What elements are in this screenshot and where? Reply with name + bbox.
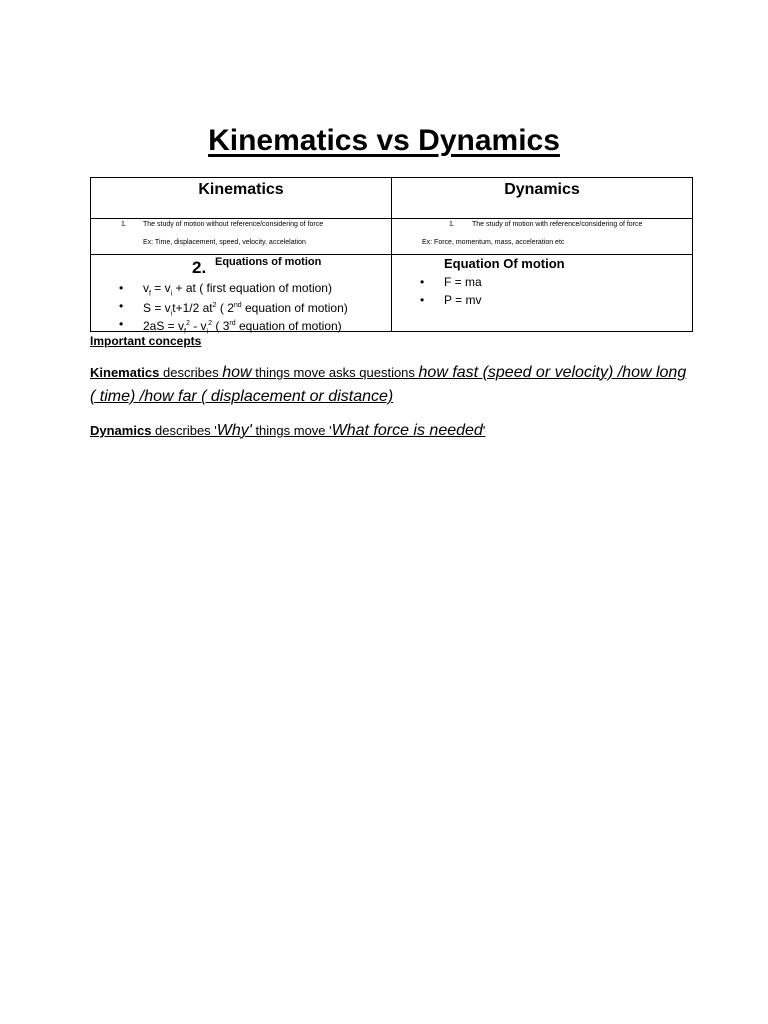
dynamics-examples: Ex: Force, momentum, mass, acceleration etc — [422, 239, 565, 246]
table-header-row — [91, 178, 693, 219]
list-item — [119, 297, 409, 318]
kinematics-definition-text: The study of motion without reference/considering of force — [143, 221, 324, 228]
momentum-equation: P = mv — [444, 293, 482, 307]
list-item — [420, 273, 680, 291]
dynamics-equations-heading: Equation Of motion — [444, 256, 565, 271]
list-item — [420, 291, 680, 309]
dynamics-definition-cell — [392, 219, 693, 255]
kinematics-definition-cell — [91, 219, 392, 255]
dynamics-term: Dynamics — [90, 423, 152, 438]
header-kinematics-text: Kinematics — [198, 181, 284, 198]
third-equation: $2aS = v_f^2 - v_i^2$ ( 3rd equation of motion) — [143, 319, 342, 336]
dynamics-concept-paragraph: Dynamics describes 'Why' things move 'What force is needed' — [90, 422, 486, 439]
bullet-icon: • — [420, 293, 425, 307]
table-header-dynamics — [392, 178, 693, 219]
dynamics-definition-number: 1. — [449, 221, 455, 228]
kinematics-equations-heading: Equations of motion — [215, 256, 322, 268]
kinematics-definition-number: 1. — [121, 221, 127, 228]
first-equation: $v_f = v_i$ + at ( first equation of motion) — [143, 281, 332, 298]
dynamics-equations-cell — [392, 255, 693, 332]
kinematics-equations-cell — [91, 255, 392, 336]
bullet-icon: • — [119, 299, 124, 313]
bullet-icon: • — [420, 275, 425, 289]
table-header-kinematics — [91, 178, 392, 219]
definition-row — [91, 219, 693, 255]
bullet-icon: • — [119, 317, 124, 331]
kinematics-concept-paragraph: Kinematics describes how things move asks questions how fast (speed or velocity) /how long ( time) /how far ( displacement or distance) — [90, 364, 687, 405]
important-concepts-label: Important concepts — [90, 334, 202, 348]
comparison-table — [90, 177, 693, 336]
dynamics-equation-list — [420, 273, 680, 309]
kinematics-equation-list — [119, 279, 409, 336]
second-equation: $S = v_it+1/2$ $at^2$ ( 2nd equation of motion) — [143, 301, 348, 318]
header-dynamics-text: Dynamics — [504, 181, 580, 198]
list-item — [119, 315, 409, 336]
equations-row — [91, 255, 693, 332]
force-equation: F = ma — [444, 275, 482, 289]
list-item — [119, 279, 409, 297]
kinematics-equations-number: 2. — [192, 258, 207, 277]
kinematics-term: Kinematics — [90, 365, 160, 380]
dynamics-definition-text: The study of motion with reference/considering of force — [472, 221, 643, 228]
bullet-icon: • — [119, 281, 124, 295]
page-title: Kinematics vs Dynamics — [208, 124, 560, 157]
kinematics-examples: Ex: Time, displacement, speed, velocity, accelelation — [143, 239, 306, 246]
